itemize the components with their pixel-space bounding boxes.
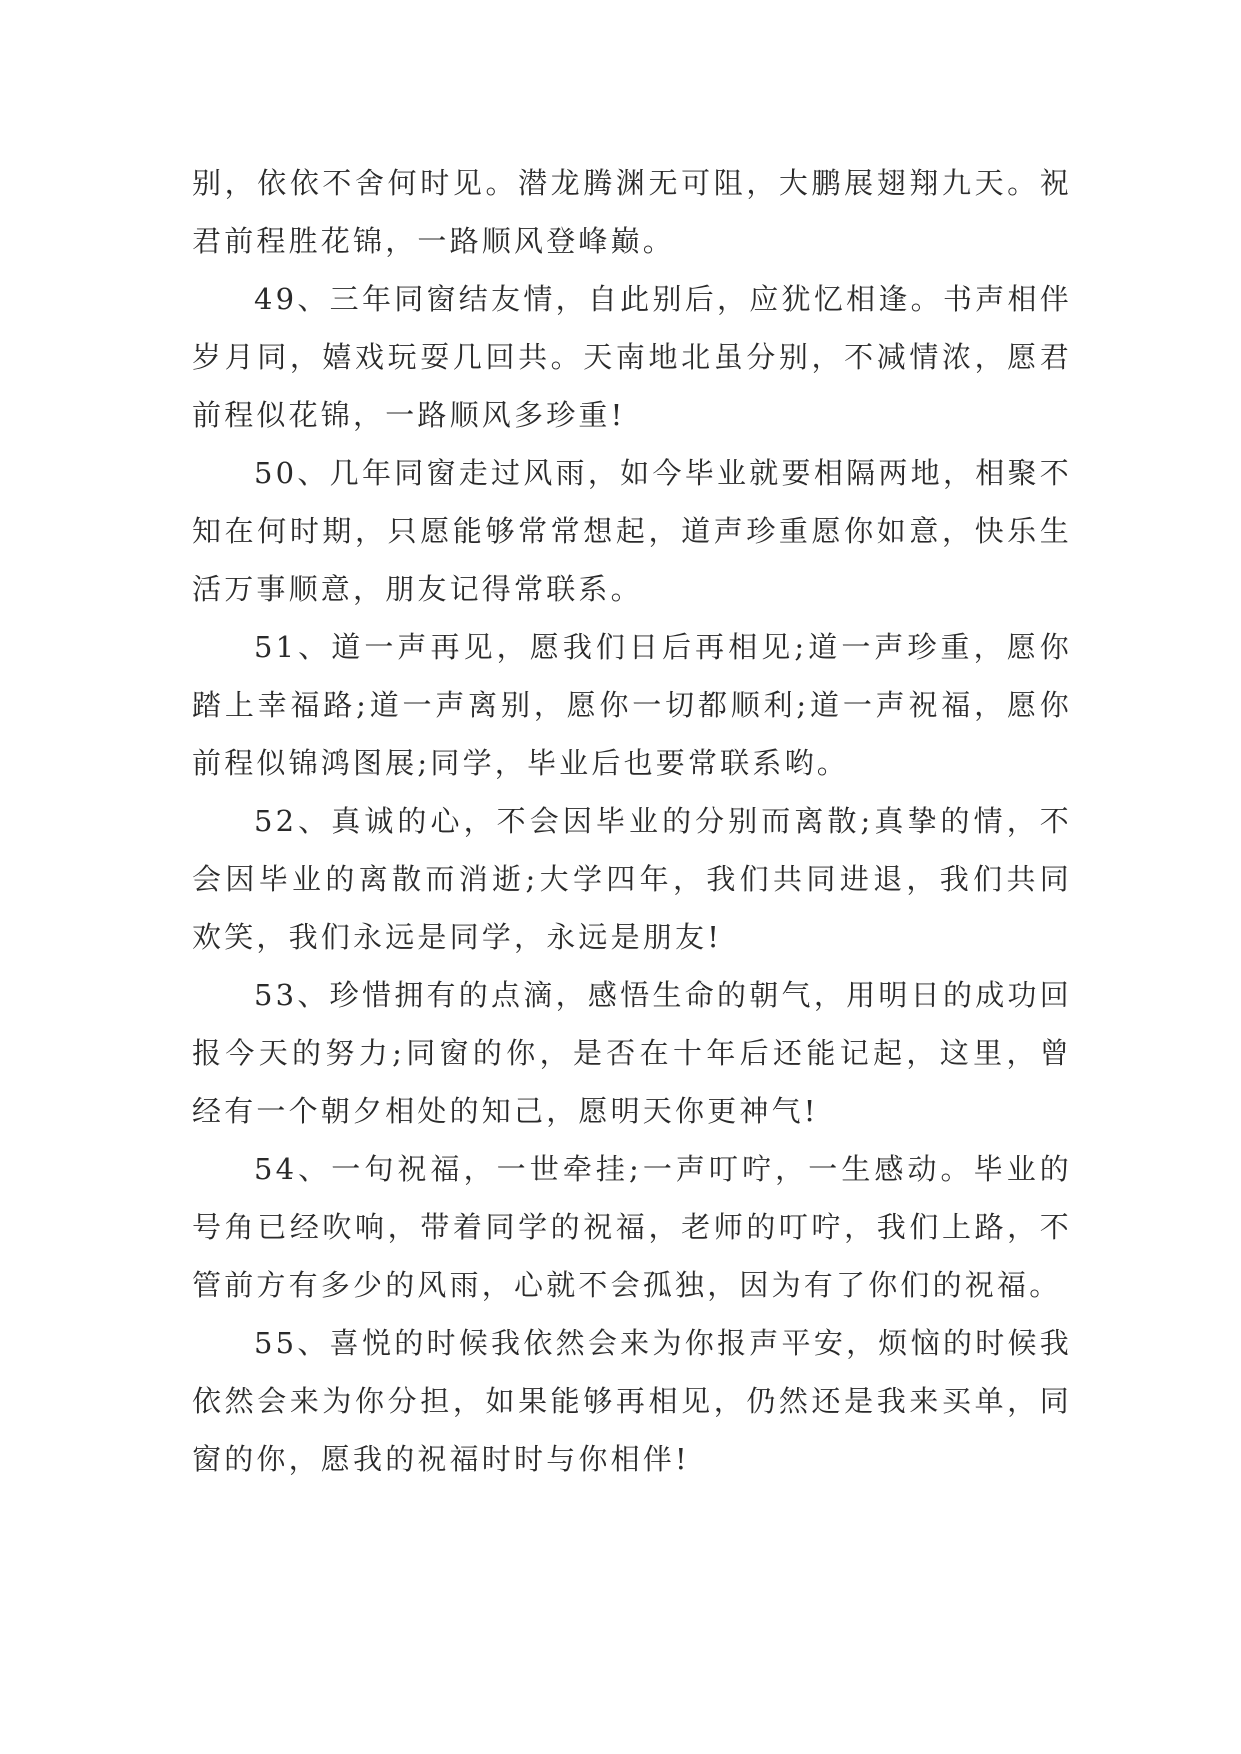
- document-body: [192, 154, 1072, 1488]
- paragraph-53: 53、珍惜拥有的点滴，感悟生命的朝气，用明日的成功回报今天的努力;同窗的你，是否在十年后还能记起，这里，曾经有一个朝夕相处的知己，愿明天你更神气!: [192, 978, 1072, 1128]
- paragraph-55: 55、喜悦的时候我依然会来为你报声平安，烦恼的时候我依然会来为你分担，如果能够再相见，仍然还是我来买单，同窗的你，愿我的祝福时时与你相伴!: [192, 1326, 1072, 1476]
- paragraph-49: 49、三年同窗结友情，自此别后，应犹忆相逢。书声相伴岁月同，嬉戏玩耍几回共。天南地北虽分别，不减情浓，愿君前程似花锦，一路顺风多珍重!: [192, 282, 1072, 432]
- paragraph-continuation: 别，依依不舍何时见。潜龙腾渊无可阻，大鹏展翅翔九天。祝君前程胜花锦，一路顺风登峰巅。: [192, 166, 1072, 258]
- paragraph-52: 52、真诚的心，不会因毕业的分别而离散;真挚的情，不会因毕业的离散而消逝;大学四年，我们共同进退，我们共同欢笑，我们永远是同学，永远是朋友!: [192, 804, 1072, 954]
- paragraph-54: 54、一句祝福，一世牵挂;一声叮咛，一生感动。毕业的号角已经吹响，带着同学的祝福，老师的叮咛，我们上路，不管前方有多少的风雨，心就不会孤独，因为有了你们的祝福。: [192, 1152, 1072, 1302]
- paragraph-51: 51、道一声再见，愿我们日后再相见;道一声珍重，愿你踏上幸福路;道一声离别，愿你一切都顺利;道一声祝福，愿你前程似锦鸿图展;同学，毕业后也要常联系哟。: [192, 630, 1072, 780]
- paragraph-50: 50、几年同窗走过风雨，如今毕业就要相隔两地，相聚不知在何时期，只愿能够常常想起，道声珍重愿你如意，快乐生活万事顺意，朋友记得常联系。: [192, 456, 1072, 606]
